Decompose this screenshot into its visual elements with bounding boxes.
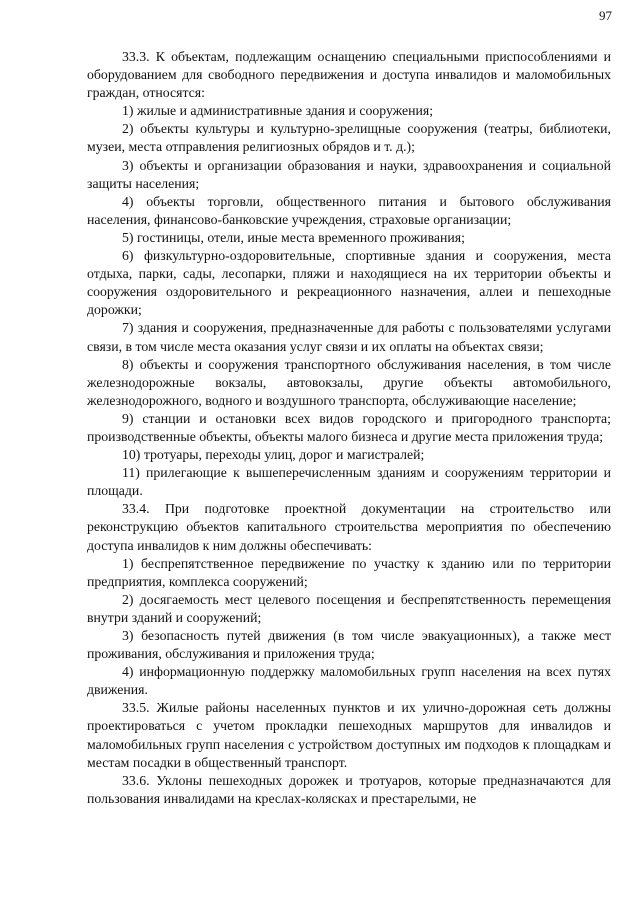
page-number: 97 <box>599 8 612 23</box>
list-item: 4) информационную поддержку маломобильных групп населения на всех путях движения. <box>87 664 611 698</box>
paragraph-33-3: 33.3. К объектам, подлежащим оснащению специальными приспособлениями и оборудованием для свободного передвижения и доступа инвалидов и маломобильных граждан, относятся: <box>87 49 611 101</box>
paragraph-33-5: 33.5. Жилые районы населенных пунктов и их улично-дорожная сеть должны проектироваться с учетом прокладки пешеходных маршрутов для инвалидов и маломобильных групп населения с устройством доступных им подходов к площадкам и местам посадки в общественный транспорт. <box>87 700 611 770</box>
list-item: 5) гостиницы, отели, иные места временного проживания; <box>122 229 465 245</box>
list-item: 2) объекты культуры и культурно-зрелищные сооружения (театры, библиотеки, музеи, места отправления религиозных обрядов и т. д.); <box>87 121 611 155</box>
list-item: 11) прилегающие к вышеперечисленным зданиям и сооружениям территории и площади. <box>87 465 611 499</box>
list-item: 2) досягаемость мест целевого посещения и беспрепятственность перемещения внутри зданий и сооружений; <box>87 591 611 625</box>
list-item: 7) здания и сооружения, предназначенные для работы с пользователями услугами связи, в том числе места оказания услуг связи и их оплаты на объектах связи; <box>87 320 611 354</box>
list-item: 3) объекты и организации образования и науки, здравоохранения и социальной защиты населения; <box>87 157 611 191</box>
list-item: 1) беспрепятственное передвижение по участку к зданию или по территории предприятия, комплекса сооружений; <box>87 555 611 589</box>
list-item: 10) тротуары, переходы улиц, дорог и магистралей; <box>122 447 425 463</box>
document-body <box>87 48 611 808</box>
list-item: 6) физкультурно-оздоровительные, спортивные здания и сооружения, места отдыха, парки, сады, лесопарки, пляжи и находящиеся на их территории объекты и сооружения оздоровительного и рекреационного назначения, аллеи и пешеходные дорожки; <box>87 248 611 318</box>
list-item: 8) объекты и сооружения транспортного обслуживания населения, в том числе железнодорожные вокзалы, автовокзалы, другие объекты автомобильного, железнодорожного, водного и воздушного транспорта, обслуживающие население; <box>87 356 611 408</box>
list-item: 9) станции и остановки всех видов городского и пригородного транспорта; производственные объекты, объекты малого бизнеса и другие места приложения труда; <box>87 410 611 444</box>
list-item: 4) объекты торговли, общественного питания и бытового обслуживания населения, финансово-банковские учреждения, страховые организации; <box>87 193 611 227</box>
paragraph-33-6: 33.6. Уклоны пешеходных дорожек и тротуаров, которые предназначаются для пользования инвалидами на креслах-колясках и престарелыми, не <box>87 772 611 806</box>
list-item: 3) безопасность путей движения (в том числе эвакуационных), а также мест проживания, обслуживания и приложения труда; <box>87 628 611 662</box>
list-item: 1) жилые и административные здания и сооружения; <box>122 103 434 119</box>
paragraph-33-4: 33.4. При подготовке проектной документации на строительство или реконструкцию объектов капитального строительства мероприятия по обеспечению доступа инвалидов к ним должны обеспечивать: <box>87 501 611 553</box>
